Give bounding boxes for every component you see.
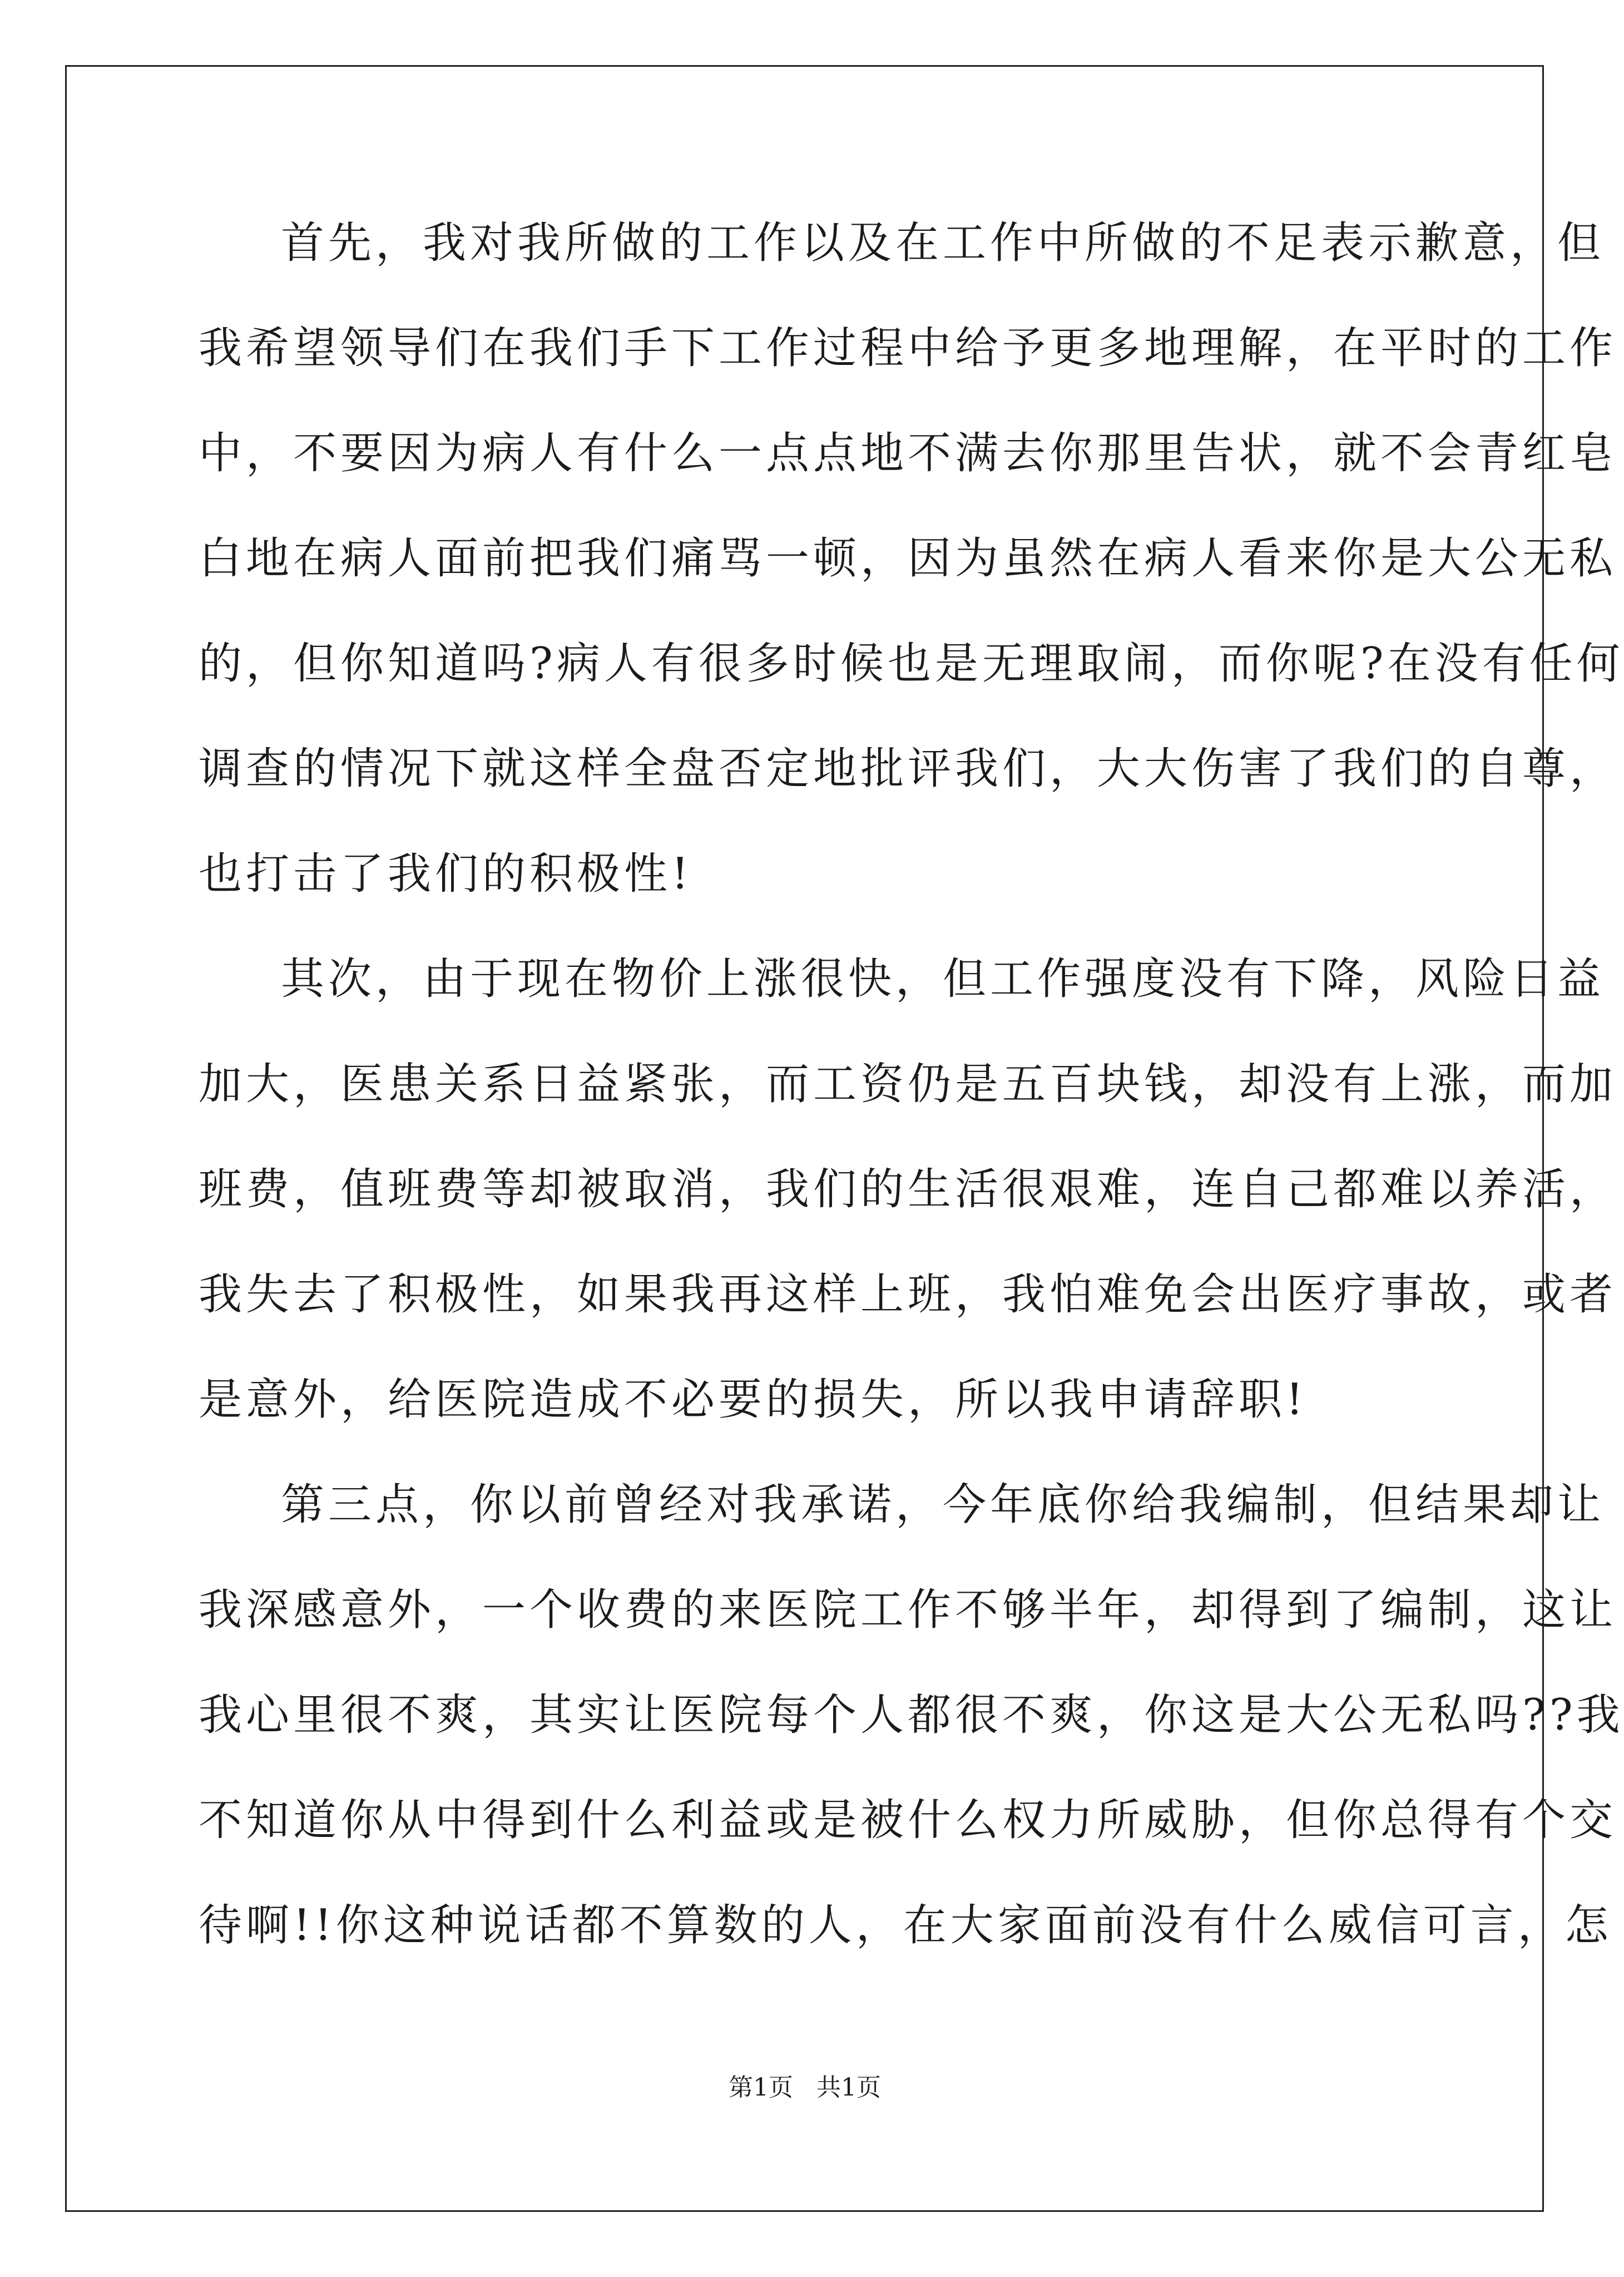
text-line: 加大，医患关系日益紧张，而工资仍是五百块钱，却没有上涨，而加 [199,1059,1617,1109]
text-line: 我心里很不爽，其实让医院每个人都很不爽，你这是大公无私吗??我 [199,1690,1624,1740]
document-body [199,213,1624,2000]
text-line: 的，但你知道吗?病人有很多时候也是无理取闹，而你呢?在没有任何 [199,639,1624,689]
page-number-footer: 第1页 共1页 [729,2073,881,2102]
text-line: 其次，由于现在物价上涨很快，但工作强度没有下降，风险日益 [281,954,1605,1004]
text-line: 中，不要因为病人有什么一点点地不满去你那里告状，就不会青红皂 [199,428,1617,478]
text-line: 第三点，你以前曾经对我承诺，今年底你给我编制，但结果却让 [281,1480,1605,1530]
text-line: 班费，值班费等却被取消，我们的生活很艰难，连自己都难以养活， [199,1164,1617,1214]
text-line: 不知道你从中得到什么利益或是被什么权力所威胁，但你总得有个交 [199,1795,1617,1845]
text-line: 待啊!!你这种说话都不算数的人，在大家面前没有什么威信可言，怎 [199,1900,1612,1950]
text-line: 是意外，给医院造成不必要的损失，所以我申请辞职! [199,1375,1308,1425]
text-line: 我希望领导们在我们手下工作过程中给予更多地理解，在平时的工作 [199,323,1617,373]
text-line: 也打击了我们的积极性! [199,849,693,899]
text-line: 调查的情况下就这样全盘否定地批评我们，大大伤害了我们的自尊， [199,744,1617,794]
text-line: 首先，我对我所做的工作以及在工作中所做的不足表示歉意，但 [281,218,1605,268]
text-line: 我失去了积极性，如果我再这样上班，我怕难免会出医疗事故，或者 [199,1270,1617,1320]
text-line: 我深感意外，一个收费的来医院工作不够半年，却得到了编制，这让 [199,1585,1617,1635]
text-line: 白地在病人面前把我们痛骂一顿，因为虽然在病人看来你是大公无私 [199,534,1617,584]
